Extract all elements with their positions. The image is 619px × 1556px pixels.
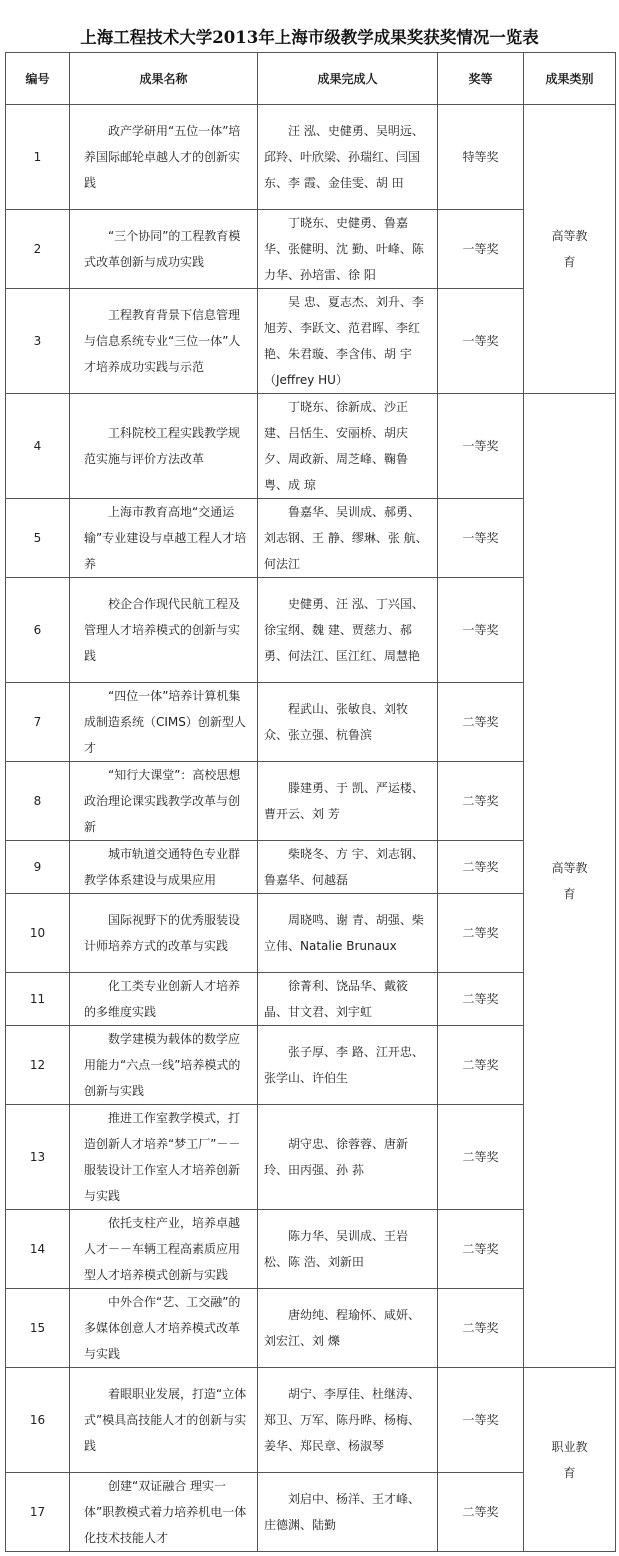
cell-level: 一等奖 xyxy=(438,394,524,499)
cell-people: 刘启中、杨洋、王才峰、庄德渊、陆勤 xyxy=(258,1473,438,1552)
awards-table xyxy=(5,52,616,1552)
page-title: 上海工程技术大学2013年上海市级教学成果奖获奖情况一览表 xyxy=(80,28,539,47)
cell-num: 5 xyxy=(6,499,70,578)
cell-num: 12 xyxy=(6,1026,70,1105)
cell-level: 特等奖 xyxy=(438,105,524,210)
cell-num: 7 xyxy=(6,683,70,762)
cell-num: 13 xyxy=(6,1105,70,1210)
cell-name: 工程教育背景下信息管理与信息系统专业“三位一体”人才培养成功实践与示范 xyxy=(70,289,258,394)
cell-people: 汪 泓、史健勇、吴明远、邱羚、叶欣梁、孙瑞红、闫国东、李 霞、金佳雯、胡 田 xyxy=(258,105,438,210)
cell-level: 二等奖 xyxy=(438,1473,524,1552)
cell-level: 一等奖 xyxy=(438,289,524,394)
cell-name: 创建“双证融合 理实一体”职教模式着力培养机电一体化技术技能人才 xyxy=(70,1473,258,1552)
cell-name: “知行大课堂”：高校思想政治理论课实践教学改革与创新 xyxy=(70,762,258,841)
cell-num: 15 xyxy=(6,1289,70,1368)
header-category: 成果类别 xyxy=(524,53,616,105)
cell-people: 丁晓东、史健勇、鲁嘉华、张健明、沈 勤、叶峰、陈力华、孙培雷、徐 阳 xyxy=(258,210,438,289)
cell-num: 2 xyxy=(6,210,70,289)
cell-num: 17 xyxy=(6,1473,70,1552)
cell-people: 史健勇、汪 泓、丁兴国、徐宝纲、魏 建、贾慈力、郝 勇、何法江、匡江红、周慧艳 xyxy=(258,578,438,683)
table-row xyxy=(6,1368,616,1473)
cell-category: 高等教育 xyxy=(524,105,616,394)
cell-name: 校企合作现代民航工程及管理人才培养模式的创新与实践 xyxy=(70,578,258,683)
cell-people: 胡守忠、徐蓉蓉、唐新玲、田丙强、孙 荪 xyxy=(258,1105,438,1210)
cell-people: 周晓鸣、谢 青、胡强、柴立伟、Natalie Brunaux xyxy=(258,894,438,973)
cell-level: 一等奖 xyxy=(438,578,524,683)
cell-name: 数学建模为载体的数学应用能力“六点一线”培养模式的创新与实践 xyxy=(70,1026,258,1105)
cell-level: 一等奖 xyxy=(438,499,524,578)
cell-people: 丁晓东、徐新成、沙正建、吕恬生、安丽桥、胡庆夕、周政新、周芝峰、鞠鲁粤、成 琼 xyxy=(258,394,438,499)
cell-name: 中外合作“艺、工交融”的多媒体创意人才培养模式改革与实践 xyxy=(70,1289,258,1368)
cell-people: 滕建勇、于 凯、严运楼、曹开云、刘 芳 xyxy=(258,762,438,841)
cell-name: 依托支柱产业，培养卓越人才－－车辆工程高素质应用型人才培养模式创新与实践 xyxy=(70,1210,258,1289)
cell-level: 二等奖 xyxy=(438,1210,524,1289)
header-num: 编号 xyxy=(6,53,70,105)
header-level: 奖等 xyxy=(438,53,524,105)
cell-num: 6 xyxy=(6,578,70,683)
cell-num: 3 xyxy=(6,289,70,394)
cell-people: 程武山、张敏良、刘牧众、张立强、杭鲁滨 xyxy=(258,683,438,762)
cell-level: 一等奖 xyxy=(438,210,524,289)
header-people: 成果完成人 xyxy=(258,53,438,105)
cell-people: 徐菁利、饶品华、戴筱晶、甘文君、刘宇虹 xyxy=(258,973,438,1026)
cell-people: 胡宁、李厚佳、杜继涛、郑卫、万军、陈丹晔、杨梅、姜华、郑民章、杨淑琴 xyxy=(258,1368,438,1473)
table-row xyxy=(6,105,616,210)
cell-num: 10 xyxy=(6,894,70,973)
cell-num: 4 xyxy=(6,394,70,499)
cell-level: 二等奖 xyxy=(438,1105,524,1210)
cell-name: “三个协同”的工程教育模式改革创新与成功实践 xyxy=(70,210,258,289)
table-row xyxy=(6,394,616,499)
cell-num: 1 xyxy=(6,105,70,210)
cell-name: 上海市教育高地“交通运输”专业建设与卓越工程人才培养 xyxy=(70,499,258,578)
cell-num: 16 xyxy=(6,1368,70,1473)
cell-level: 二等奖 xyxy=(438,1289,524,1368)
cell-level: 一等奖 xyxy=(438,1368,524,1473)
cell-category: 职业教育 xyxy=(524,1368,616,1552)
cell-people: 唐幼纯、程瑜怀、咸妍、刘宏江、刘 爍 xyxy=(258,1289,438,1368)
cell-num: 9 xyxy=(6,841,70,894)
cell-num: 14 xyxy=(6,1210,70,1289)
cell-people: 张子厚、李 路、江开忠、张学山、许伯生 xyxy=(258,1026,438,1105)
cell-name: 政产学研用“五位一体”培养国际邮轮卓越人才的创新实践 xyxy=(70,105,258,210)
cell-name: 推进工作室教学模式，打造创新人才培养“梦工厂”－－服装设计工作室人才培养创新与实践 xyxy=(70,1105,258,1210)
cell-name: 城市轨道交通特色专业群教学体系建设与成果应用 xyxy=(70,841,258,894)
cell-name: “四位一体”培养计算机集成制造系统（CIMS）创新型人才 xyxy=(70,683,258,762)
cell-people: 吴 忠、夏志杰、刘升、李旭芳、李跃文、范君晖、李红艳、朱君璇、李含伟、胡 宇（Jeffrey HU） xyxy=(258,289,438,394)
cell-level: 二等奖 xyxy=(438,841,524,894)
cell-level: 二等奖 xyxy=(438,894,524,973)
header-name: 成果名称 xyxy=(70,53,258,105)
cell-name: 着眼职业发展，打造“立体式”模具高技能人才的创新与实践 xyxy=(70,1368,258,1473)
cell-category: 高等教育 xyxy=(524,394,616,1368)
cell-people: 陈力华、吴训成、王岩松、陈 浩、刘新田 xyxy=(258,1210,438,1289)
cell-people: 柴晓冬、方 宇、刘志钢、鲁嘉华、何越磊 xyxy=(258,841,438,894)
table-header-row xyxy=(6,53,616,105)
cell-num: 8 xyxy=(6,762,70,841)
cell-level: 二等奖 xyxy=(438,973,524,1026)
cell-people: 鲁嘉华、吴训成、郝勇、刘志钢、王 静、缪琳、张 航、何法江 xyxy=(258,499,438,578)
cell-level: 二等奖 xyxy=(438,683,524,762)
cell-name: 国际视野下的优秀服装设计师培养方式的改革与实践 xyxy=(70,894,258,973)
cell-name: 化工类专业创新人才培养的多维度实践 xyxy=(70,973,258,1026)
cell-name: 工科院校工程实践教学规范实施与评价方法改革 xyxy=(70,394,258,499)
cell-num: 11 xyxy=(6,973,70,1026)
cell-level: 二等奖 xyxy=(438,1026,524,1105)
cell-level: 二等奖 xyxy=(438,762,524,841)
